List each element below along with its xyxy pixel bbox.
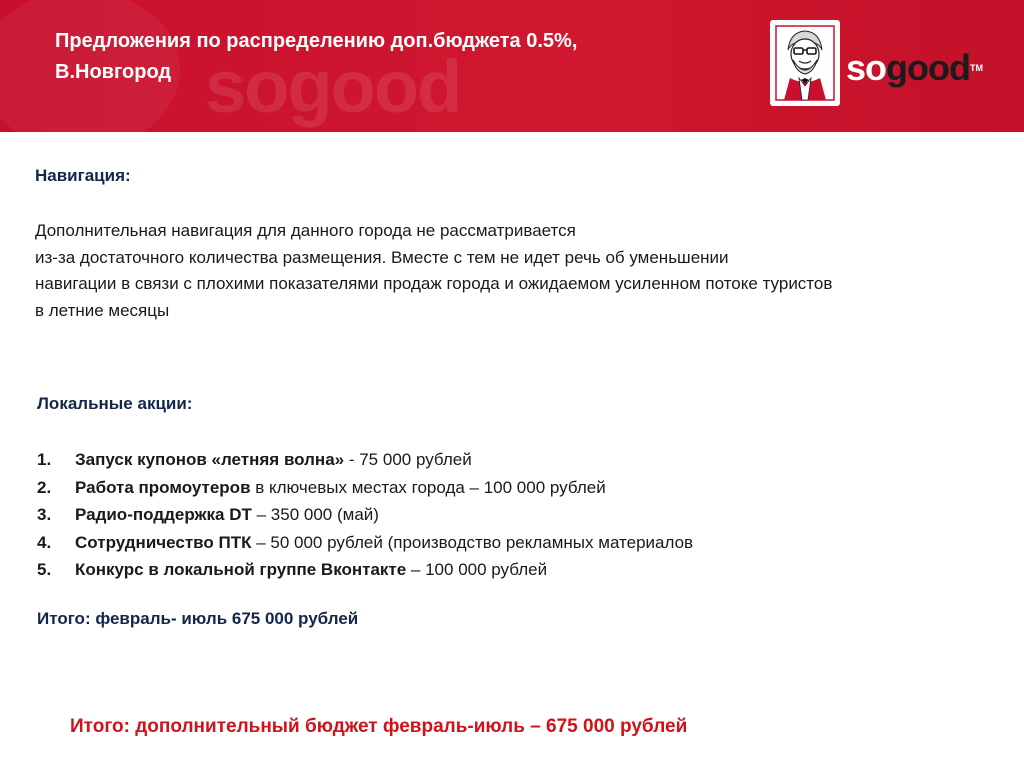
list-item [37,501,937,529]
item-number: 5. [37,560,52,579]
title-line-1: Предложения по распределению доп.бюджета 0.5%, [55,30,578,52]
item-title: Радио-поддержка DT [75,505,252,524]
slide-title [55,26,715,88]
item-detail: – 50 000 рублей (производство рекламных материалов [251,532,694,552]
logo-tm: TM [969,63,983,73]
item-title: Запуск купонов «летняя волна» [75,450,345,469]
logo-so: so [846,47,887,88]
item-number: 4. [37,532,52,552]
grand-total: Итого: дополнительный бюджет февраль-июль – 675 000 рублей [70,716,688,737]
item-title: Сотрудничество ПТК [75,532,252,552]
item-detail: – 350 000 (май) [251,505,379,524]
local-actions-list [37,446,937,584]
local-total: Итого: февраль- июль 675 000 рублей [37,609,359,628]
item-detail: в ключевых местах города – 100 000 рублей [250,477,606,497]
item-number: 2. [37,477,52,497]
kfc-colonel-logo-icon [770,20,840,106]
item-number: 3. [37,505,52,524]
navigation-line: в летние месяцы [35,300,170,320]
sogood-logo [846,48,983,88]
logo-good: good [886,47,970,88]
item-number: 1. [37,450,52,469]
item-detail: - 75 000 рублей [344,450,472,469]
title-line-2: В.Новгород [55,61,172,83]
navigation-heading: Навигация: [35,166,131,185]
local-actions-heading: Локальные акции: [37,394,193,413]
slide-header [0,0,1024,132]
header-watermark: sogood [205,45,461,128]
item-detail: – 100 000 рублей [406,560,548,579]
list-item [37,529,937,557]
navigation-line: Дополнительная навигация для данного города не рассматривается [35,221,576,240]
list-item [37,556,937,584]
navigation-line: из-за достаточного количества размещения. Вместе с тем не идет речь об уменьшении [35,247,729,267]
item-title: Конкурс в локальной группе Вконтакте [75,560,407,579]
item-title: Работа промоутеров [75,477,251,497]
list-item [37,446,937,474]
list-item [37,474,937,502]
navigation-line: навигации в связи с плохими показателями продаж города и ожидаемом усиленном потоке туристов [35,274,833,293]
navigation-text [35,218,1020,324]
